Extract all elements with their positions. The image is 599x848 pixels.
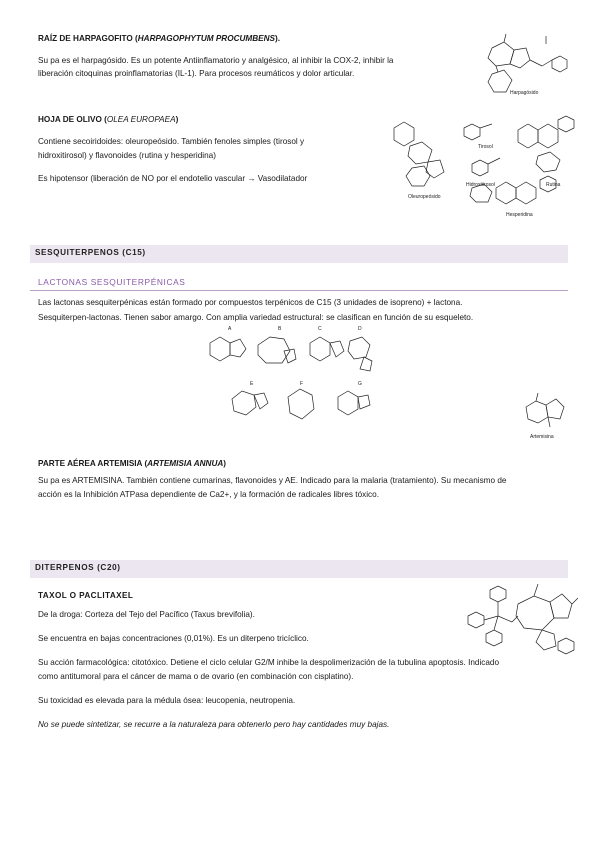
sesquiterpene-lactone-skeletons <box>200 325 370 435</box>
artemisia-line-1: Su pa es ARTEMISINA. También contiene cumarinas, flavonoides y AE. Indicado para la malaria (tratamiento). Su mecanismo de <box>38 476 507 485</box>
artemisia-line-2: acción es la Inhibición ATPasa dependiente de Ca2+, y la formación de radicales libres tóxico. <box>38 490 379 499</box>
hesperidina-label: Hesperidina <box>506 212 533 218</box>
skeleton-letter-d: D <box>358 326 362 332</box>
hidroxitirosol-label: Hidroxitirosol <box>466 182 495 188</box>
olivo-heading <box>38 113 178 127</box>
taxol-line-4: como antitumoral para el cáncer de mama o de ovario (en combinación con cisplatino). <box>38 672 354 681</box>
harpagoside-structure <box>472 30 572 102</box>
olivo-line-3: Es hipotensor (liberación de NO por el endotelio vascular → Vasodilatador <box>38 174 308 183</box>
sesquiterpenos-line-1: Las lactonas sesquiterpénicas están formado por compuestos terpénicos de C15 (3 unidades de isopreno) + lactona. <box>38 298 463 307</box>
skeleton-letter-c: C <box>318 326 322 332</box>
sesquiterpenos-title: SESQUITERPENOS (C15) <box>35 248 146 257</box>
harpagofito-heading-end: ). <box>275 34 281 43</box>
sesquiterpenos-line-2: Sesquiterpen-lactonas. Tienen sabor amargo. Con amplia variedad estructural: se clasifican en función de su esqueleto. <box>38 313 474 322</box>
harpagofito-line-2: liberación citoquinas proinflamatorias (IL-1). Para procesos reumáticos y dolor articular. <box>38 69 355 78</box>
rutina-label: Rutina <box>546 182 561 188</box>
artemisia-heading-text: PARTE AÉREA ARTEMISIA ( <box>38 459 148 468</box>
tirosol-label: Tirosol <box>478 144 493 150</box>
harpagofito-heading-text: RAÍZ DE HARPAGOFITO ( <box>38 34 138 43</box>
artemisinin-structure <box>520 393 570 439</box>
skeleton-letter-a: A <box>228 326 232 332</box>
skeleton-letter-e: E <box>250 381 254 387</box>
artemisia-heading-end: ) <box>223 459 227 468</box>
sesquiterpenos-section-bar <box>30 245 568 263</box>
olivo-line-1: Contiene secoiridoides: oleuropeósido. También fenoles simples (tirosol y <box>38 137 305 146</box>
lactonas-subheading-rule <box>30 290 568 291</box>
taxol-line-5: Su toxicidad es elevada para la médula ósea: leucopenia, neutropenia. <box>38 696 296 705</box>
oleuropeoside-label: Oleuropeósido <box>408 194 441 200</box>
taxol-subheading: TAXOL O PACLITAXEL <box>38 591 134 600</box>
skeleton-letter-g: G <box>358 381 362 387</box>
harpagofito-heading-latin: HARPAGOPHYTUM PROCUMBENS <box>137 34 275 43</box>
olive-compounds-structures <box>388 118 578 218</box>
paclitaxel-structure <box>462 582 580 660</box>
artemisia-heading-latin: ARTEMISIA ANNUA <box>147 459 224 468</box>
artemisinin-label: Artemisina <box>530 434 554 440</box>
harpagofito-heading <box>38 32 280 46</box>
olivo-heading-end: ) <box>175 115 179 124</box>
harpagoside-label: Harpagósido <box>510 90 539 96</box>
diterpenos-title: DITERPENOS (C20) <box>35 563 121 572</box>
olivo-line-2: hidroxitirosol) y flavonoides (rutina y hesperidina) <box>38 151 216 160</box>
taxol-line-2: Se encuentra en bajas concentraciones (0,01%). Es un diterpeno tricíclico. <box>38 634 309 643</box>
taxol-note: No se puede sintetizar, se recurre a la naturaleza para obtenerlo pero hay cantidades muy bajas. <box>38 720 390 729</box>
olivo-heading-text: HOJA DE OLIVO ( <box>38 115 107 124</box>
artemisia-heading <box>38 457 226 471</box>
harpagofito-line-1: Su pa es el harpagósido. Es un potente Antiinflamatorio y analgésico, al inhibir la COX-2, inhibir la <box>38 56 394 65</box>
lactonas-subheading: LACTONAS SESQUITERPÉNICAS <box>38 277 186 287</box>
taxol-line-3: Su acción farmacológica: citotóxico. Detiene el ciclo celular G2/M inhibe la despolimerización de la tubulina apoptosis. Indicado <box>38 658 500 667</box>
diterpenos-section-bar <box>30 560 568 578</box>
taxol-line-1: De la droga: Corteza del Tejo del Pacífico (Taxus brevifolia). <box>38 610 255 619</box>
olivo-heading-latin: OLEA EUROPAEA <box>106 115 176 124</box>
skeleton-letter-f: F <box>300 381 304 387</box>
skeleton-letter-b: B <box>278 326 282 332</box>
